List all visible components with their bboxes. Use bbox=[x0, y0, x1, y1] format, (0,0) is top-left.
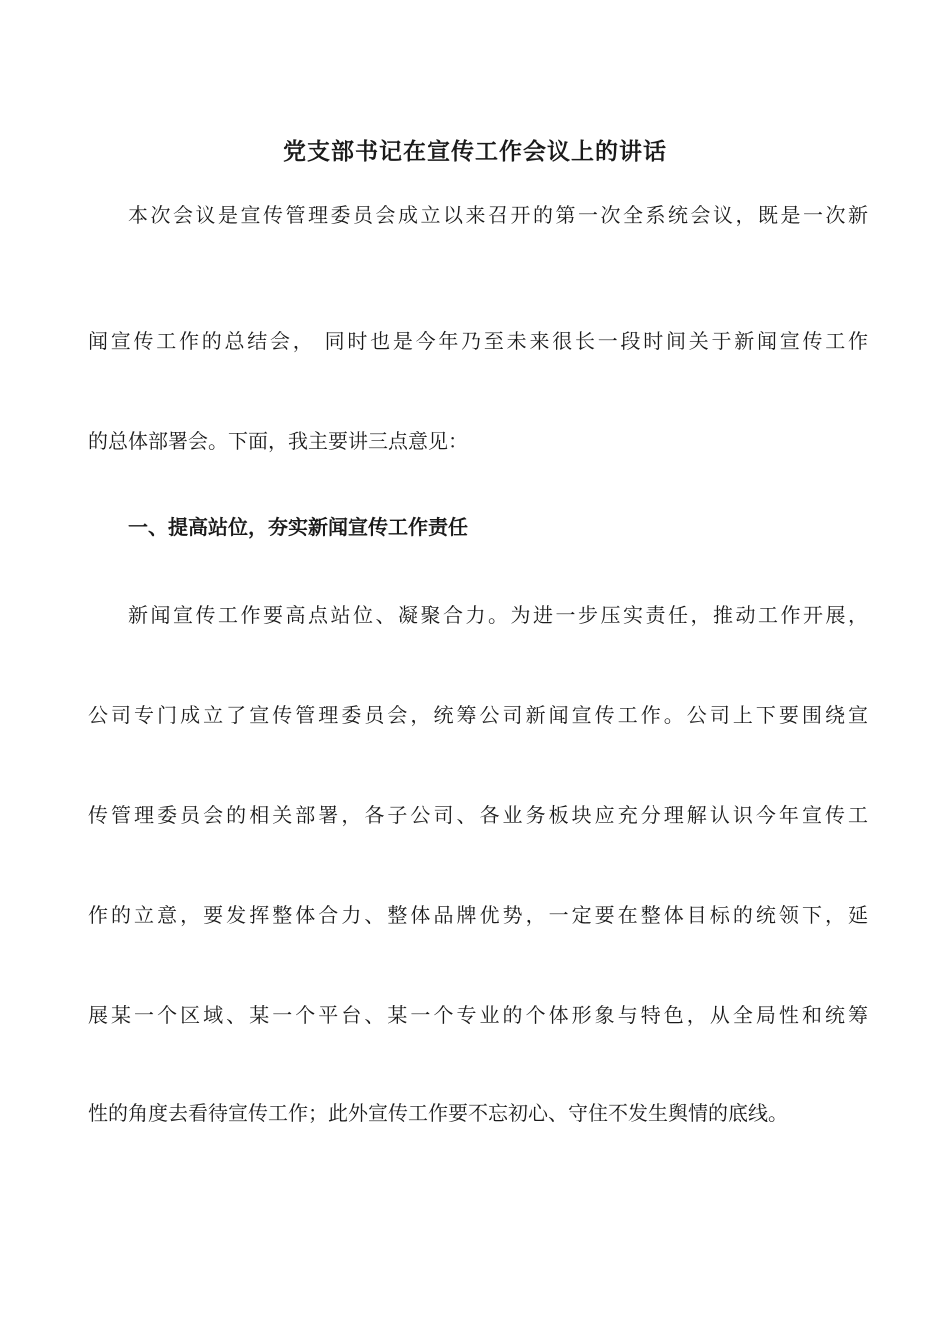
paragraph-line: 闻宣传工作的总结会， 同时也是今年乃至未来很长一段时间关于新闻宣传工作 bbox=[88, 329, 868, 353]
paragraph-line: 展某一个区域、某一个平台、某一个专业的个体形象与特色，从全局性和统筹 bbox=[88, 1003, 868, 1027]
section-heading: 一、提高站位，夯实新闻宣传工作责任 bbox=[128, 515, 468, 539]
paragraph-line: 新闻宣传工作要高点站位、凝聚合力。为进一步压实责任，推动工作开展， bbox=[128, 603, 868, 627]
paragraph-line: 公司专门成立了宣传管理委员会，统筹公司新闻宣传工作。公司上下要围绕宣 bbox=[88, 703, 868, 727]
paragraph-line: 的总体部署会。下面，我主要讲三点意见： bbox=[88, 429, 468, 453]
document-title: 党支部书记在宣传工作会议上的讲话 bbox=[283, 138, 667, 165]
paragraph-line: 本次会议是宣传管理委员会成立以来召开的第一次全系统会议，既是一次新 bbox=[128, 203, 868, 227]
paragraph-line: 性的角度去看待宣传工作；此外宣传工作要不忘初心、守住不发生舆情的底线。 bbox=[88, 1101, 788, 1125]
paragraph-line: 作的立意，要发挥整体合力、整体品牌优势，一定要在整体目标的统领下，延 bbox=[88, 903, 868, 927]
paragraph-line: 传管理委员会的相关部署，各子公司、各业务板块应充分理解认识今年宣传工 bbox=[88, 803, 868, 827]
